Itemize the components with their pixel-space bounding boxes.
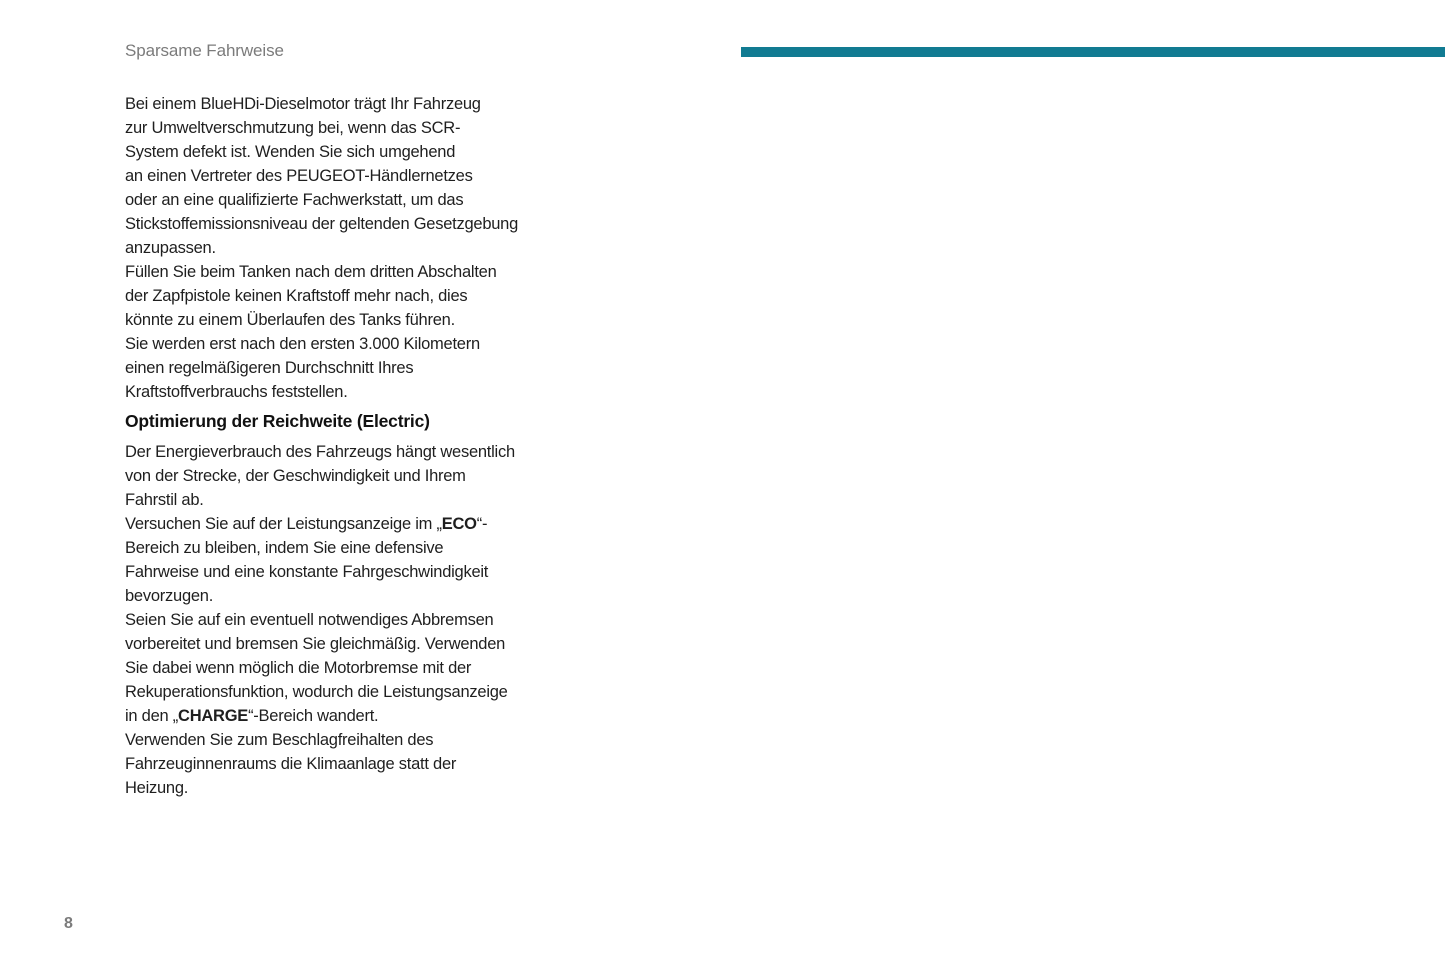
paragraph-eco-range: [125, 512, 545, 608]
text-line: Seien Sie auf ein eventuell notwendiges Abbremsen: [125, 611, 494, 629]
text-line: anzupassen.: [125, 239, 216, 257]
text-run: in den „: [125, 707, 179, 725]
text-line: oder an eine qualifizierte Fachwerkstatt, um das: [125, 191, 464, 209]
paragraph-braking: [125, 608, 545, 728]
text-line: von der Strecke, der Geschwindigkeit und Ihrem: [125, 467, 466, 485]
page-number: 8: [64, 915, 73, 932]
header-accent-bar: [741, 47, 1445, 57]
text-run: “-: [476, 515, 488, 533]
running-header: Sparsame Fahrweise: [125, 41, 284, 60]
eco-label: ECO: [441, 515, 477, 533]
text-line: Stickstoffemissionsniveau der geltenden Gesetzgebung: [125, 215, 519, 233]
text-line: [125, 512, 545, 536]
text-line: Der Energieverbrauch des Fahrzeugs hängt wesentlich: [125, 443, 515, 461]
text-line: Sie dabei wenn möglich die Motorbremse mit der: [125, 659, 472, 677]
paragraph-scr-system: [125, 92, 545, 260]
text-line: Verwenden Sie zum Beschlagfreihalten des: [125, 731, 434, 749]
text-line: einen regelmäßigeren Durchschnitt Ihres: [125, 359, 414, 377]
paragraph-air-conditioning: [125, 728, 545, 800]
text-line: vorbereitet und bremsen Sie gleichmäßig. Verwenden: [125, 635, 506, 653]
text-line: Füllen Sie beim Tanken nach dem dritten Abschalten: [125, 263, 497, 281]
text-line: System defekt ist. Wenden Sie sich umgehend: [125, 143, 456, 161]
text-line: Bei einem BlueHDi-Dieselmotor trägt Ihr Fahrzeug: [125, 95, 481, 113]
text-line: Sie werden erst nach den ersten 3.000 Kilometern: [125, 335, 480, 353]
text-line: zur Umweltverschmutzung bei, wenn das SCR-: [125, 119, 461, 137]
text-line: Bereich zu bleiben, indem Sie eine defensive: [125, 539, 444, 557]
text-run: Versuchen Sie auf der Leistungsanzeige im „: [125, 515, 442, 533]
text-line: [125, 704, 545, 728]
paragraph-energy-consumption: [125, 440, 545, 512]
text-line: Fahrweise und eine konstante Fahrgeschwindigkeit: [125, 563, 489, 581]
paragraph-refueling: [125, 260, 545, 332]
page-content: [125, 92, 545, 800]
text-line: Heizung.: [125, 779, 189, 797]
text-line: Kraftstoffverbrauchs feststellen.: [125, 383, 348, 401]
paragraph-consumption: [125, 332, 545, 404]
text-line: Fahrstil ab.: [125, 491, 204, 509]
section-heading: Optimierung der Reichweite (Electric): [125, 411, 430, 431]
text-line: der Zapfpistole keinen Kraftstoff mehr nach, dies: [125, 287, 468, 305]
text-line: Rekuperationsfunktion, wodurch die Leistungsanzeige: [125, 683, 508, 701]
text-line: könnte zu einem Überlaufen des Tanks führen.: [125, 311, 455, 329]
text-line: Fahrzeuginnenraums die Klimaanlage statt der: [125, 755, 457, 773]
text-run: “-Bereich wandert.: [248, 707, 379, 725]
text-line: bevorzugen.: [125, 587, 214, 605]
charge-label: CHARGE: [178, 707, 249, 725]
text-line: an einen Vertreter des PEUGEOT-Händlernetzes: [125, 167, 473, 185]
